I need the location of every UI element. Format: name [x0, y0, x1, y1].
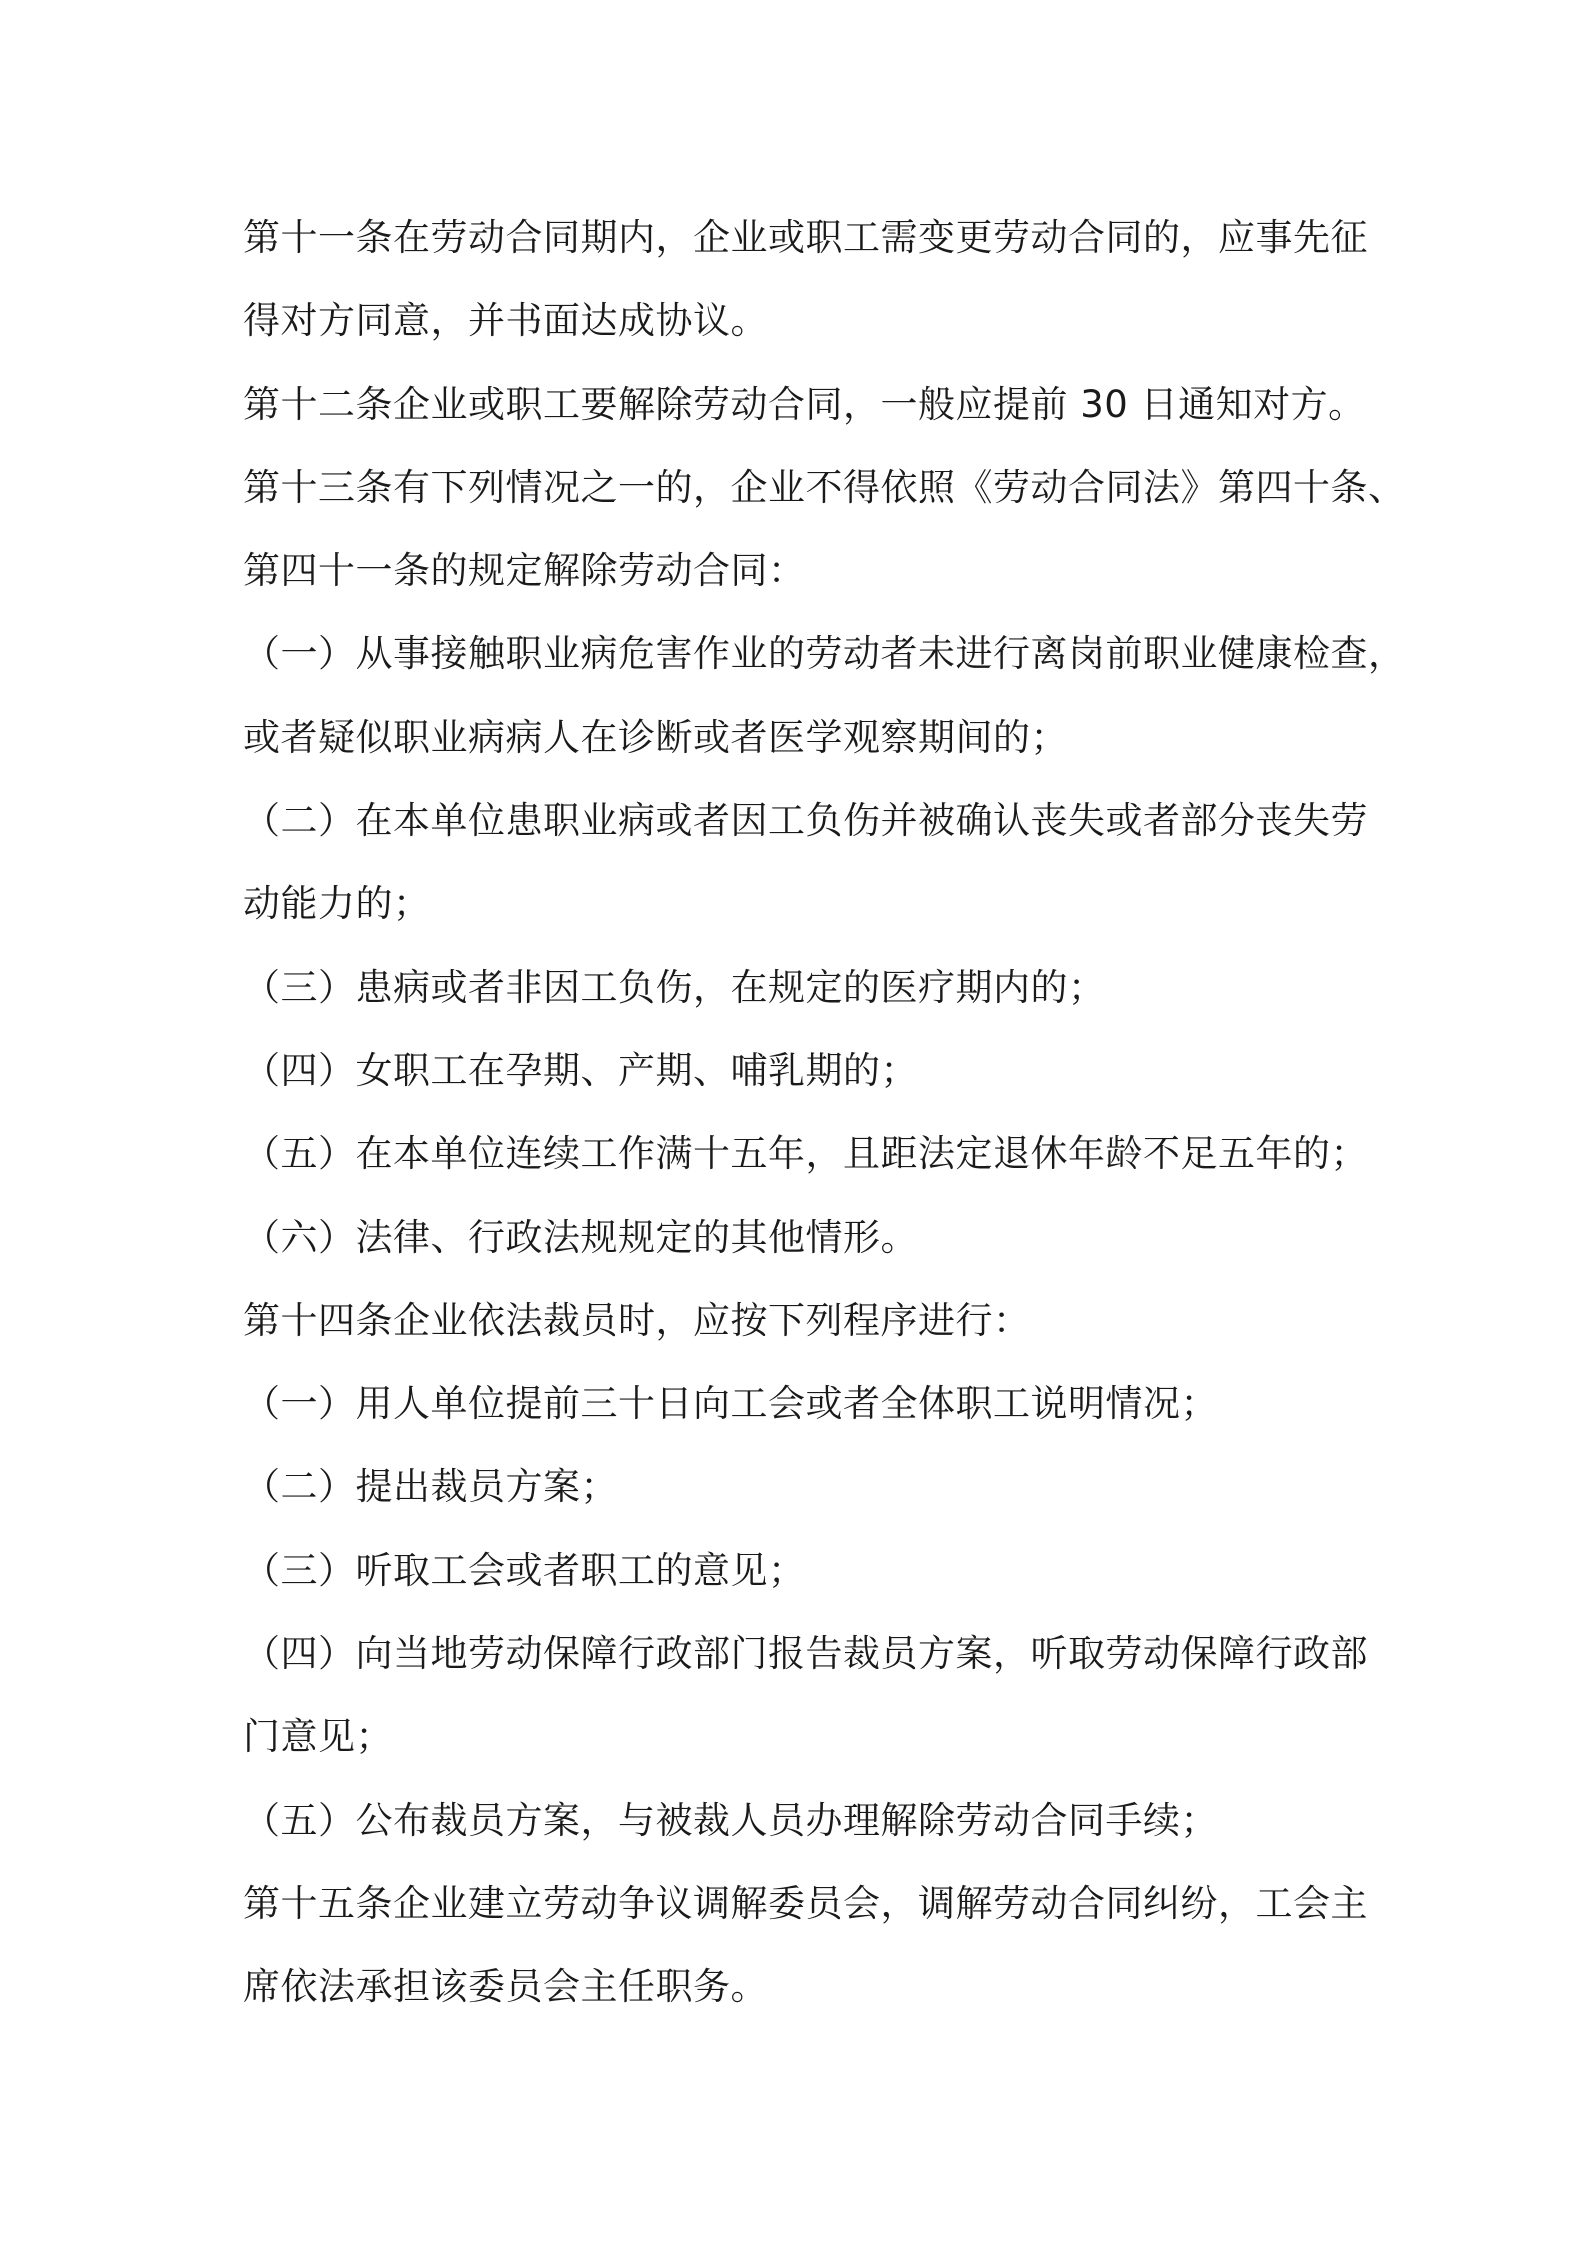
text-line-item-4: （四）女职工在孕期、产期、哺乳期的；: [243, 1048, 918, 1092]
text-line-article-13: 第十三条有下列情况之一的，企业不得依照《劳动合同法》第四十条、: [243, 465, 1406, 509]
text-line-item-1-cont: 或者疑似职业病病人在诊断或者医学观察期间的；: [243, 715, 1068, 759]
text-line-step-3: （三）听取工会或者职工的意见；: [243, 1548, 806, 1592]
text-line-step-4-cont: 门意见；: [243, 1715, 393, 1759]
text-line-article-15-cont: 席依法承担该委员会主任职务。: [243, 1965, 768, 2009]
text-line-article-15: 第十五条企业建立劳动争议调解委员会，调解劳动合同纠纷，工会主: [243, 1881, 1368, 1925]
text-line-step-2: （二）提出裁员方案；: [243, 1465, 618, 1509]
text-line-article-13-cont: 第四十一条的规定解除劳动合同：: [243, 549, 806, 593]
text-line-item-6: （六）法律、行政法规规定的其他情形。: [243, 1215, 918, 1259]
text-line-item-5: （五）在本单位连续工作满十五年，且距法定退休年龄不足五年的；: [243, 1132, 1368, 1176]
text-line-article-14: 第十四条企业依法裁员时，应按下列程序进行：: [243, 1298, 1031, 1342]
text-line-item-3: （三）患病或者非因工负伤，在规定的医疗期内的；: [243, 965, 1106, 1009]
text-line-item-2: （二）在本单位患职业病或者因工负伤并被确认丧失或者部分丧失劳: [243, 799, 1368, 843]
text-line-step-4: （四）向当地劳动保障行政部门报告裁员方案，听取劳动保障行政部: [243, 1632, 1368, 1676]
text-line-article-11: 第十一条在劳动合同期内，企业或职工需变更劳动合同的，应事先征: [243, 216, 1368, 259]
text-line-step-5: （五）公布裁员方案，与被裁人员办理解除劳动合同手续；: [243, 1798, 1218, 1842]
document-body: [243, 196, 1406, 2029]
text-line-item-1: （一）从事接触职业病危害作业的劳动者未进行离岗前职业健康检查，: [243, 632, 1406, 676]
text-line-article-12: 第十二条企业或职工要解除劳动合同，一般应提前 30 日通知对方。: [243, 382, 1366, 426]
text-line-article-11-cont: 得对方同意，并书面达成协议。: [243, 299, 768, 343]
text-line-item-2-cont: 动能力的；: [243, 882, 431, 926]
text-line-step-1: （一）用人单位提前三十日向工会或者全体职工说明情况；: [243, 1382, 1218, 1426]
